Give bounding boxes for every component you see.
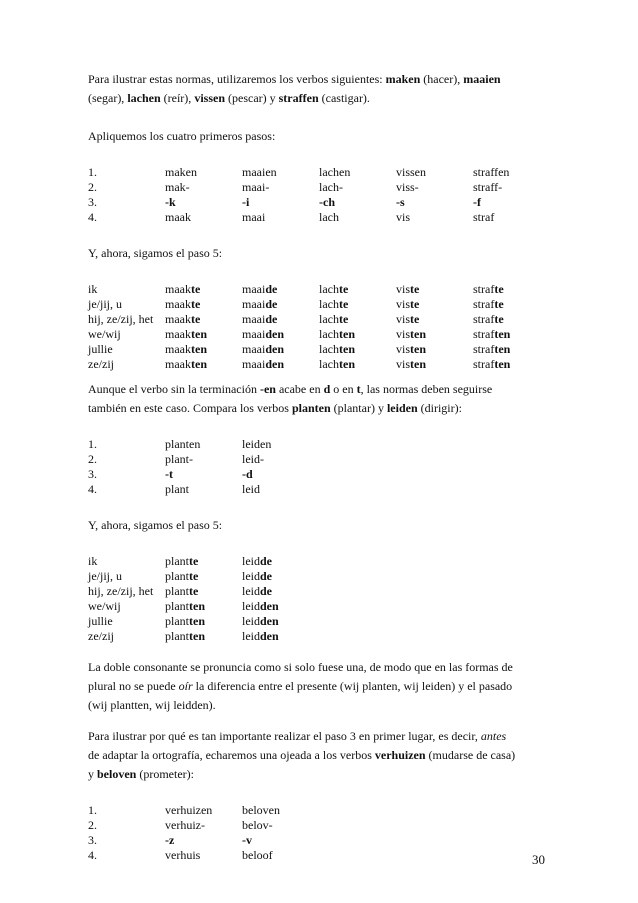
table-row: 2. verhuiz- belov-	[88, 818, 273, 832]
table-row: 4. plant leid	[88, 482, 260, 496]
table-row: 1. maken maaien lachen vissen straffen	[88, 165, 510, 179]
table-row: jullie maakten maaiden lachten visten straften	[88, 342, 511, 356]
table-row: 1. planten leiden	[88, 437, 272, 451]
table-row: 4. verhuis beloof	[88, 848, 273, 862]
table-row: we/wij plantten leidden	[88, 599, 279, 613]
page-number: 30	[532, 852, 545, 867]
table-row: 2. plant- leid-	[88, 452, 264, 466]
table-row: we/wij maakten maaiden lachten visten straften	[88, 327, 511, 341]
conjugation-table-2	[88, 554, 558, 644]
table-row: ze/zij maakten maaiden lachten visten straften	[88, 357, 511, 371]
table-row: ze/zij plantten leidden	[88, 629, 279, 643]
doble-consonante-paragraph: La doble consonante se pronuncia como si solo fuese una, de modo que en las formas de plural no se puede oír la diferencia entre el presente (wij planten, wij leiden) y el pasado (wij plantten, wij leidden).	[88, 660, 513, 712]
document-page	[88, 70, 558, 863]
intro-paragraph: Para ilustrar estas normas, utilizaremos los verbos siguientes: maken (hacer), maaien (segar), lachen (reír), vissen (pescar) y straffen (castigar).	[88, 72, 501, 105]
table-row: 3. -k -i -ch -s -f	[88, 195, 481, 209]
table-row: je/jij, u plantte leidde	[88, 569, 272, 583]
steps-table-1	[88, 165, 558, 225]
steps-table-3	[88, 803, 558, 863]
table-row: 1. verhuizen beloven	[88, 803, 280, 817]
steps-table-2	[88, 437, 558, 497]
table-row: je/jij, u maakte maaide lachte viste strafte	[88, 297, 504, 311]
step5-text: Y, ahora, sigamos el paso 5:	[88, 518, 223, 532]
aunque-paragraph: Aunque el verbo sin la terminación -en acabe en d o en t, las normas deben seguirse también en este caso. Compara los verbos planten (plantar) y leiden (dirigir):	[88, 382, 493, 415]
table-row: jullie plantten leidden	[88, 614, 279, 628]
ilustrar-paragraph: Para ilustrar por qué es tan importante realizar el paso 3 en primer lugar, es decir, antes de adaptar la ortografía, echaremos una ojeada a los verbos verhuizen (mudarse de casa) y beloven (prometer):	[88, 729, 516, 781]
apply-steps-text: Apliquemos los cuatro primeros pasos:	[88, 129, 276, 143]
conjugation-table-1	[88, 282, 558, 372]
table-row: 3. -z -v	[88, 833, 252, 847]
table-row: 2. mak- maai- lach- viss- straff-	[88, 180, 503, 194]
table-row: 4. maak maai lach vis straf	[88, 210, 495, 224]
table-row: 3. -t -d	[88, 467, 253, 481]
table-row: hij, ze/zij, het maakte maaide lachte viste strafte	[88, 312, 504, 326]
table-row: hij, ze/zij, het plantte leidde	[88, 584, 272, 598]
table-row: ik maakte maaide lachte viste strafte	[88, 282, 504, 296]
step5-text: Y, ahora, sigamos el paso 5:	[88, 246, 223, 260]
table-row: ik plantte leidde	[88, 554, 272, 568]
